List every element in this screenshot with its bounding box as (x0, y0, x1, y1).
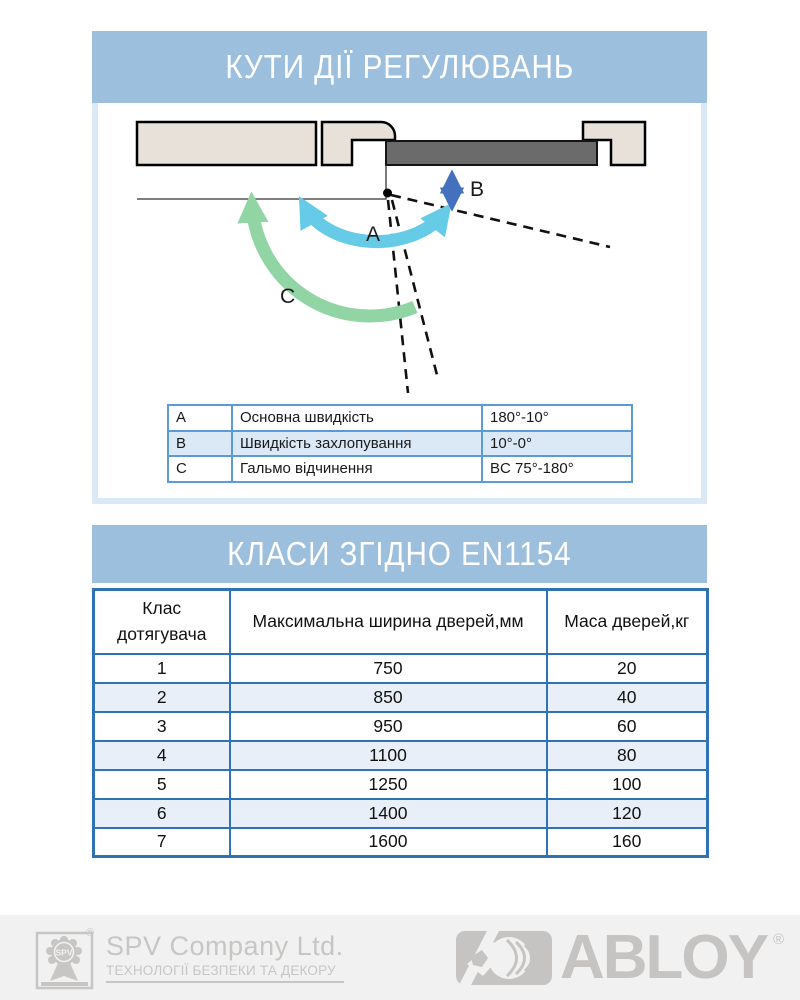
en1154-table-body (94, 654, 708, 857)
spv-tagline: ТЕХНОЛОГІЇ БЕЗПЕКИ ТА ДЕКОРУ (106, 962, 344, 983)
spv-registered-mark: ® (86, 926, 95, 939)
en1154-classes-table (92, 588, 709, 858)
table-cell: 1100 (230, 741, 547, 770)
table-cell: Основна швидкість (232, 405, 482, 431)
table-cell: 160 (547, 828, 708, 857)
table-cell: B (168, 431, 232, 457)
table-cell: BC 75°-180° (482, 456, 632, 482)
spv-text-block (106, 932, 344, 984)
angles-section-body (92, 103, 707, 504)
table-cell: 1600 (230, 828, 547, 857)
table-row (168, 431, 632, 457)
wall-section-left (137, 122, 316, 165)
table-cell: 40 (547, 683, 708, 712)
table-cell: 750 (230, 654, 547, 683)
table-cell: 5 (94, 770, 230, 799)
table-cell: 2 (94, 683, 230, 712)
table-row (94, 799, 708, 828)
door-closer-angle-diagram (98, 103, 701, 402)
door-position-dashed-10deg (391, 195, 610, 247)
table-cell: 60 (547, 712, 708, 741)
table-cell: 1 (94, 654, 230, 683)
table-cell: 120 (547, 799, 708, 828)
spv-emblem-icon (34, 925, 96, 991)
header-closer-class: Клас дотягувача (94, 590, 230, 654)
wall-reference-line (137, 165, 386, 199)
table-row (94, 828, 708, 857)
spv-ribbon (50, 963, 78, 981)
table-cell: 7 (94, 828, 230, 857)
table-cell: Гальмо відчинення (232, 456, 482, 482)
table-cell: A (168, 405, 232, 431)
header-max-door-width: Максимальна ширина дверей,мм (230, 590, 547, 654)
abloy-brand-name: ABLOY (559, 922, 767, 992)
table-cell: 1250 (230, 770, 547, 799)
diagram-label-b: B (470, 178, 485, 201)
table-row (94, 770, 708, 799)
table-cell: 80 (547, 741, 708, 770)
adjustments-table-body (168, 405, 632, 482)
angles-section-title: КУТИ ДІЇ РЕГУЛЮВАНЬ (225, 48, 574, 85)
table-cell: 10°-0° (482, 431, 632, 457)
table-cell: 850 (230, 683, 547, 712)
abloy-registered-mark: ® (772, 930, 784, 948)
abloy-lock-icon (454, 929, 554, 987)
table-row (168, 456, 632, 482)
angles-section-header (92, 31, 707, 103)
table-row (94, 712, 708, 741)
spv-emblem-label: SPV (55, 947, 73, 957)
table-header-row (94, 590, 708, 654)
spv-rosette (46, 936, 82, 965)
table-cell: 950 (230, 712, 547, 741)
angles-section (92, 31, 707, 504)
spv-company-name: SPV Company Ltd. (106, 930, 344, 961)
table-row (94, 741, 708, 770)
en1154-table-head (94, 590, 708, 654)
table-row (94, 683, 708, 712)
table-cell: 1400 (230, 799, 547, 828)
spv-logo (34, 925, 344, 991)
table-cell: Швидкість захлопування (232, 431, 482, 457)
table-cell: 100 (547, 770, 708, 799)
en1154-section-title: КЛАСИ ЗГІДНО EN1154 (227, 535, 572, 572)
table-cell: 4 (94, 741, 230, 770)
spv-emblem-caption-band (41, 982, 88, 986)
door-position-dashed-open-left (388, 200, 408, 393)
abloy-logo (454, 922, 784, 992)
hinge-pivot-point (383, 189, 392, 198)
table-row (168, 405, 632, 431)
diagram-label-c: C (280, 285, 296, 308)
table-cell: 20 (547, 654, 708, 683)
table-cell: 3 (94, 712, 230, 741)
table-cell: 6 (94, 799, 230, 828)
en1154-section-header (92, 525, 707, 583)
door-closer-rail (386, 141, 597, 165)
table-cell: C (168, 456, 232, 482)
door-frame-jamb (322, 122, 395, 165)
diagram-label-a: A (365, 223, 381, 246)
header-door-mass: Маса дверей,кг (547, 590, 708, 654)
adjustments-table (167, 404, 633, 483)
table-row (94, 654, 708, 683)
footer (0, 915, 800, 1000)
table-cell: 180°-10° (482, 405, 632, 431)
